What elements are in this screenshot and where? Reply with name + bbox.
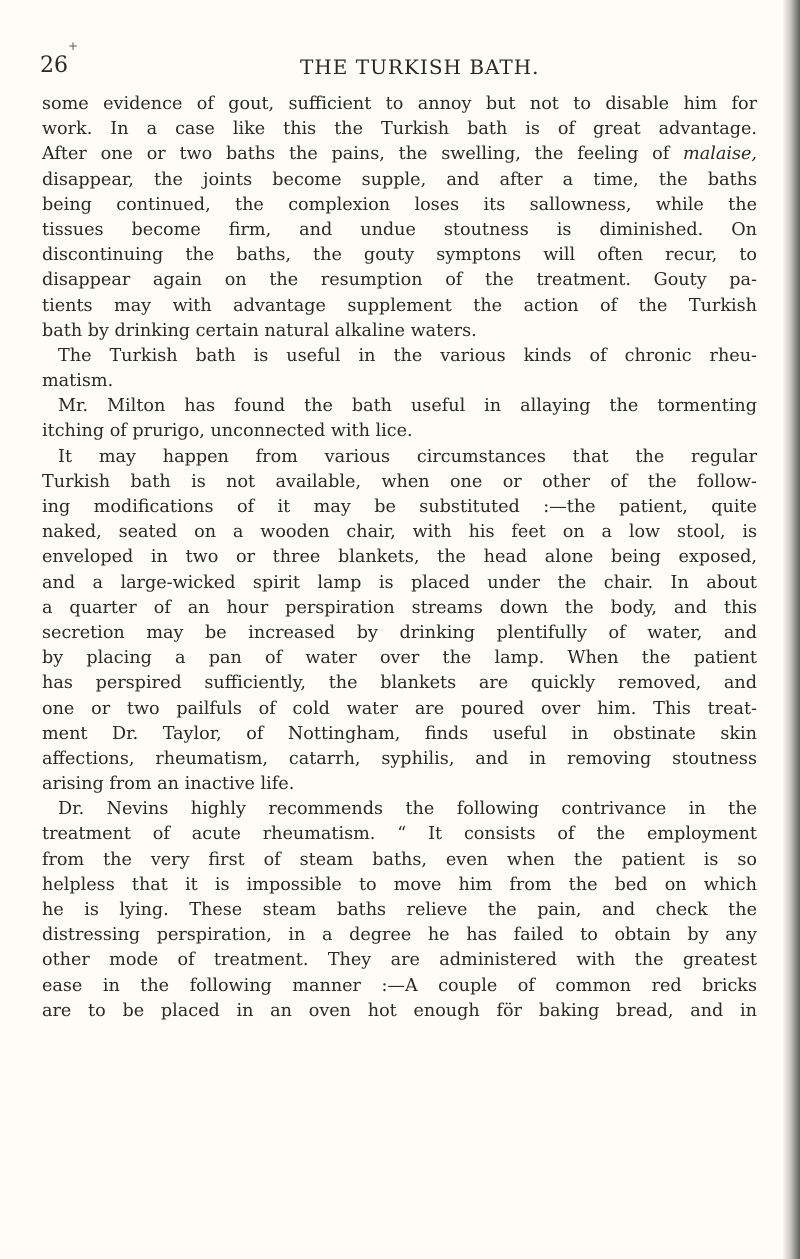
text-line — [42, 394, 757, 419]
text-line-content: It may happen from various circumstances that the regular — [58, 446, 757, 467]
text-line — [42, 571, 757, 596]
text-line-content: Dr. Nevins highly recommends the following contrivance in the — [58, 799, 757, 820]
page-edge-shadow — [782, 0, 800, 1259]
text-line — [42, 671, 757, 696]
text-line — [42, 822, 757, 847]
text-line-content: being continued, the complexion loses its sallowness, while the — [42, 194, 757, 215]
text-line — [42, 596, 757, 621]
text-line — [42, 520, 757, 545]
page-number: 26 — [40, 53, 68, 78]
text-line — [42, 92, 757, 117]
text-line — [42, 193, 757, 218]
running-head — [0, 39, 800, 82]
text-line — [42, 243, 757, 268]
body-text — [42, 92, 757, 1024]
text-line-content: enveloped in two or three blankets, the head alone being exposed, — [42, 547, 757, 568]
text-line — [42, 294, 757, 319]
text-line-content: itching of prurigo, unconnected with lice. — [42, 421, 413, 442]
text-line-content: are to be placed in an oven hot enough för baking bread, and in — [42, 1000, 757, 1021]
text-line — [42, 948, 757, 973]
text-line-content: by placing a pan of water over the lamp. When the patient — [42, 648, 757, 669]
text-line-content: tissues become firm, and undue stoutness is diminished. On — [42, 219, 757, 240]
text-line — [42, 722, 757, 747]
text-line-content: ease in the following manner :—A couple of common red bricks — [42, 975, 757, 996]
running-title: THE TURKISH BATH. — [300, 55, 540, 79]
text-line-content: secretion may be increased by drinking plentifully of water, and — [42, 622, 757, 643]
text-line-content: ing modifications of it may be substituted :—the patient, quite — [42, 497, 757, 517]
text-line — [42, 999, 757, 1024]
text-line-content: a quarter of an hour perspiration streams down the body, and this — [42, 597, 757, 618]
text-line — [42, 344, 757, 369]
text-line — [42, 974, 757, 999]
text-line-content: matism. — [42, 371, 114, 392]
text-line — [42, 470, 757, 495]
text-line-content: Turkish bath is not available, when one or other of the follow- — [42, 471, 757, 492]
text-line-content: arising from an inactive life. — [42, 774, 295, 795]
text-line-content: he is lying. These steam baths relieve the pain, and check the — [42, 900, 757, 920]
text-line-content: has perspired sufficiently, the blankets are quickly removed, and — [42, 673, 757, 694]
text-line-content: one or two pailfuls of cold water are poured over him. This treat- — [42, 698, 757, 719]
text-line — [42, 621, 757, 646]
text-line-content: Mr. Milton has found the bath useful in allaying the tormenting — [58, 396, 757, 417]
text-line-content: from the very first of steam baths, even when the patient is so — [42, 849, 757, 870]
text-line-content: The Turkish bath is useful in the various kinds of chronic rheu- — [58, 345, 757, 366]
text-line — [42, 445, 757, 470]
text-line-content: treatment of acute rheumatism. “ It consists of the employment — [42, 824, 757, 845]
text-line — [42, 646, 757, 671]
text-line-content: helpless that it is impossible to move him from the bed on which — [42, 874, 757, 895]
text-line — [42, 142, 757, 167]
text-line — [42, 218, 757, 243]
text-line — [42, 873, 757, 898]
text-line-content: discontinuing the baths, the gouty symptons will often recur, to — [42, 245, 757, 266]
text-line — [42, 797, 757, 822]
text-line-content: naked, seated on a wooden chair, with his feet on a low stool, is — [42, 522, 757, 543]
text-line — [42, 898, 757, 923]
text-line-content: work. In a case like this the Turkish bath is of great advantage. — [42, 119, 757, 140]
text-line-content: bath by drinking certain natural alkaline waters. — [42, 320, 477, 341]
text-line-content: tients may with advantage supplement the action of the Turkish — [42, 295, 757, 316]
text-line — [42, 319, 757, 344]
text-line-content: affections, rheumatism, catarrh, syphilis, and in removing stoutness — [42, 748, 757, 769]
text-line-content: disappear, the joints become supple, and after a time, the baths — [42, 169, 757, 190]
text-line — [42, 747, 757, 772]
text-line-content: ment Dr. Taylor, of Nottingham, finds useful in obstinate skin — [42, 723, 757, 744]
text-line-content: disappear again on the resumption of the treatment. Gouty pa- — [42, 270, 757, 291]
text-line-content: and a large-wicked spirit lamp is placed under the chair. In about — [42, 572, 757, 593]
text-line — [42, 697, 757, 722]
text-line — [42, 495, 757, 520]
text-line — [42, 369, 757, 394]
text-line — [42, 419, 757, 444]
text-line — [42, 117, 757, 142]
ink-speck: + — [68, 39, 79, 53]
text-line-content: After one or two baths the pains, the swelling, the feeling of — [42, 144, 684, 165]
text-line — [42, 545, 757, 570]
text-line — [42, 848, 757, 873]
text-line — [42, 168, 757, 193]
text-line — [42, 923, 757, 948]
text-line-content: other mode of treatment. They are administered with the greatest — [42, 950, 757, 971]
text-line-content: distressing perspiration, in a degree he has failed to obtain by any — [42, 925, 757, 946]
text-line — [42, 772, 757, 797]
text-line-content: some evidence of gout, sufficient to annoy but not to disable him for — [42, 94, 757, 114]
italic-term: malaise, — [683, 144, 757, 165]
text-line — [42, 268, 757, 293]
